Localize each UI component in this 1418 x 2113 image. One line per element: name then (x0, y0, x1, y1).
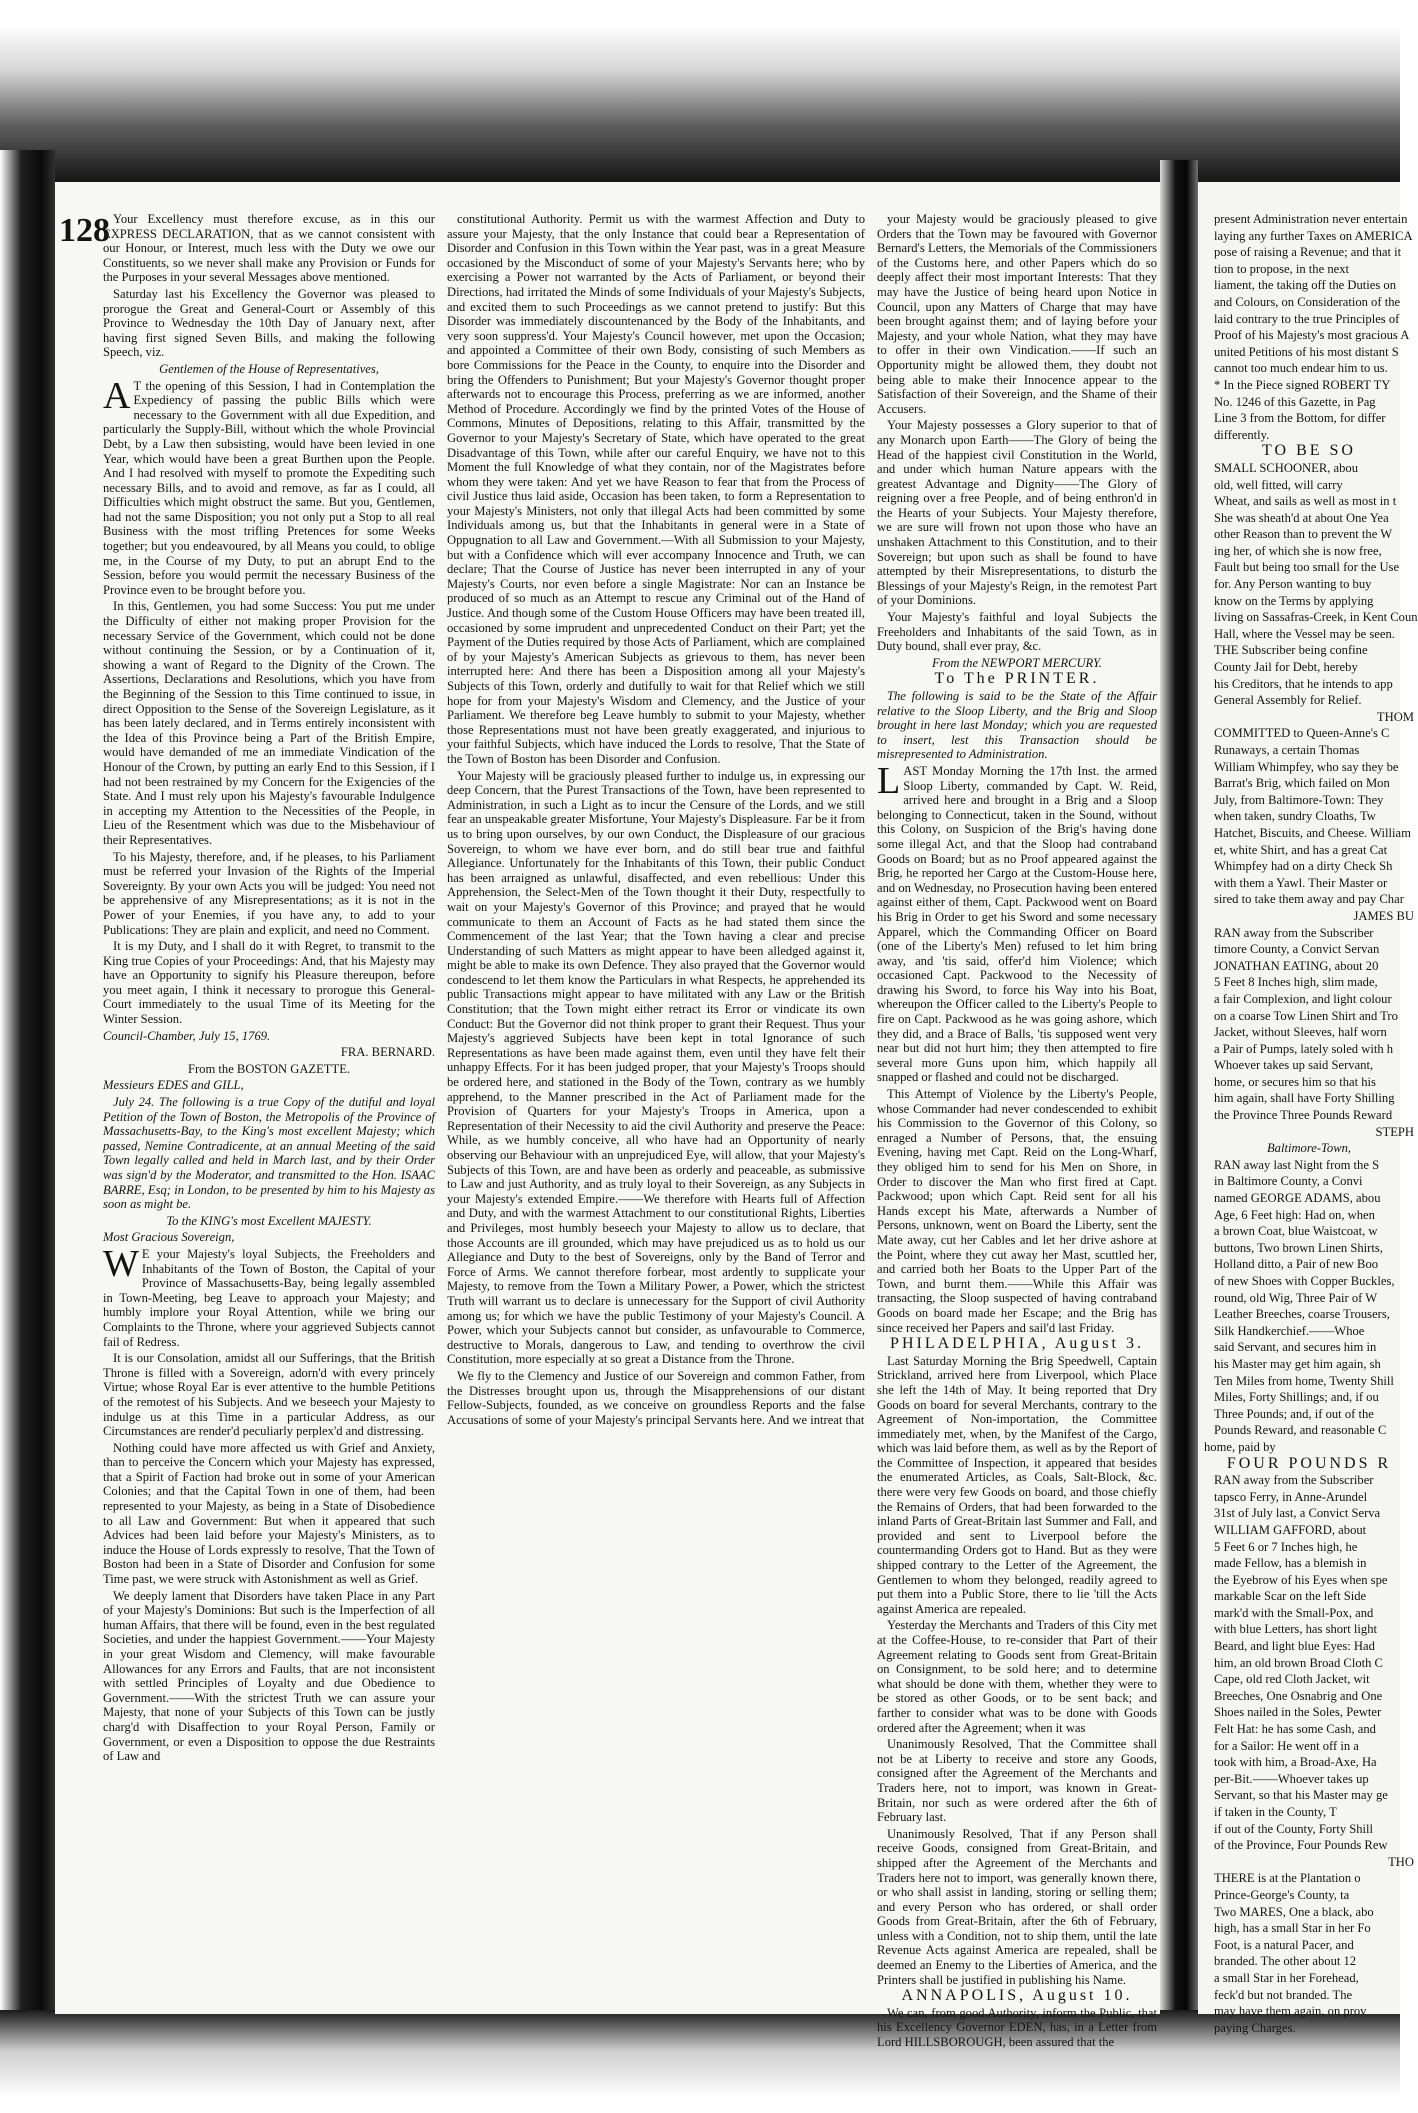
paragraph: 5 Feet 8 Inches high, slim made, (1214, 975, 1378, 990)
paragraph: No. 1246 of this Gazette, in Pag (1214, 394, 1376, 409)
paragraph: Silk Handkerchief.——Whoe (1214, 1323, 1365, 1338)
paragraph: PHILADELPHIA, August 3. (890, 1335, 1144, 1353)
paragraph: Messieurs EDES and GILL, (103, 1078, 244, 1093)
paragraph: when taken, sundry Cloaths, Tw (1214, 809, 1376, 824)
paragraph: if taken in the County, T (1214, 1805, 1337, 1819)
paragraph: Servant, so that his Master may ge (1214, 1788, 1388, 1803)
paragraph: SMALL SCHOONER, abou (1214, 460, 1359, 475)
paragraph: him again, shall have Forty Shilling (1214, 1091, 1395, 1106)
paragraph: tion to propose, in the next (1214, 261, 1350, 276)
paragraph: Ten Miles from home, Twenty Shill (1214, 1373, 1394, 1388)
scan-left-edge (0, 150, 55, 2030)
paragraph: The following is said to be the State of the Affair relative to the Sloop Liberty, and the Brig and Sloop brought in here last Monday; which you are requested to insert, lest this Transaction should be misrepresented to Administration. (877, 689, 1157, 762)
paragraph: tapsco Ferry, in Anne-Arundel (1214, 1489, 1368, 1504)
paragraph: From the NEWPORT MERCURY. (931, 655, 1103, 670)
paragraph: WILLIAM GAFFORD, about (1214, 1522, 1367, 1537)
paragraph: Wheat, and sails as well as most in t (1214, 494, 1397, 509)
paragraph: Felt Hat: he has some Cash, and (1214, 1722, 1376, 1737)
column-2 (447, 212, 865, 2002)
paragraph: Hall, where the Vessel may be seen. (1214, 626, 1395, 641)
paragraph: Leather Breeches, coarse Trousers, (1214, 1307, 1390, 1322)
paragraph: Unanimously Resolved, That the Committee shall not be at Liberty to receive and store any Goods, consigned after the Agreement of the Merchants and Traders here, not to import, was known in Great-Britain, nor such as were ordered after the 6th of February last. (877, 1737, 1157, 1825)
paragraph: Barrat's Brig, which failed on Mon (1214, 776, 1390, 791)
paragraph: united Petitions of his most distant S (1214, 344, 1399, 359)
paragraph: your Majesty would be graciously pleased to give Orders that the Town may be favoured with Governor Bernard's Letters, the Memorials of the Commissioners of the Customs here, and other Papers which do so deeply affect their most important Interests: That they may have the Justice of being heard upon Notice in Council, upon any Matters of Charge that may have been brought against them; and of laying before your Majesty, and your whole Nation, what they may have to offer in their own Vindication.——If such an Opportunity might be allowed them, they doubt not being able to make their Innocence appear to the Satisfaction of their Sovereign, and the Shame of their Accusers. (877, 212, 1157, 416)
paragraph: Two MARES, One a black, abo (1214, 1904, 1374, 1919)
paragraph: Last Saturday Morning the Brig Speedwell, Captain Strickland, arrived here from Liverpool, which Place she left the 14th of May. It being reported that Dry Goods on board for several Merchants, contrary to the Agreement of Non-importation, the Committee immediately met, when, by the Manifest of the Cargo, which was laid before them, as well as by the Report of the Committee of Inspection, it appeared that besides the enumerated Articles, as Coals, Salt-Block, &c. there were very few Goods on board, and those chiefly the Remains of Orders, that had been forwarded to the inland Parts of Great-Britain last Summer and Fall, and provided and sent to Liverpool before the countermanding Orders got to Hand. But as they were shipped contrary to the Letter of the Agreement, the Gentlemen to whom they belonged, readily agreed to put them into a Public Store, there to lie 'till the Acts against America are repealed. (877, 1353, 1157, 1616)
paragraph: ANNAPOLIS, August 10. (901, 1987, 1133, 2005)
paragraph: 5 Feet 6 or 7 Inches high, he (1214, 1539, 1358, 1554)
paragraph: Beard, and light blue Eyes: Had (1214, 1639, 1375, 1654)
paragraph: * In the Piece signed ROBERT TY (1214, 377, 1391, 392)
paragraph: RAN away from the Subscriber (1214, 925, 1374, 940)
paragraph: paying Charges. (1214, 2020, 1296, 2035)
paragraph: COMMITTED to Queen-Anne's C (1214, 726, 1390, 741)
paragraph: sired to take them away and pay Char (1214, 892, 1404, 907)
paragraph: if out of the County, Forty Shill (1214, 1821, 1374, 1836)
paragraph: Three Pounds; and, if out of the (1214, 1406, 1374, 1421)
paragraph: a Pair of Pumps, lately soled with h (1214, 1041, 1394, 1056)
paragraph: To The PRINTER. (934, 670, 1100, 688)
paragraph: with blue Letters, has short light (1214, 1622, 1377, 1637)
paragraph: laid contrary to the true Principles of (1214, 311, 1400, 326)
paragraph: of the Province, Four Pounds Rew (1214, 1838, 1388, 1853)
paragraph: home, paid by (1204, 1439, 1276, 1454)
paragraph: markable Scar on the left Side (1214, 1589, 1367, 1604)
scan-bottom-band (0, 2010, 1400, 2113)
paragraph: on a coarse Tow Linen Shirt and Tro (1214, 1008, 1398, 1023)
paragraph: a brown Coat, blue Waistcoat, w (1214, 1224, 1378, 1239)
paragraph: home, or secures him so that his (1214, 1074, 1376, 1089)
paragraph: General Assembly for Relief. (1214, 693, 1362, 708)
paragraph: him, an old brown Broad Cloth C (1214, 1655, 1383, 1670)
paragraph: This Attempt of Violence by the Liberty's People, whose Commander had never condescended to exhibit his Commission to the Governor of this Colony, so enraged a Number of Persons, that, the ensuing Evening, having met Capt. Reid on the Long-Wharf, they obliged him to send for his Men on Shore, in Order to discover the Man who first fired at Capt. Packwood; upon which Capt. Reid sent for all his Hands except his Mate, afterwards a Number of Persons, unknown, went on Board the Liberty, sent the Mate away, cut her Cables and let her drive ashore at the Point, where they cut away her Mast, scuttled her, and carried both her Boats to the Upper Part of the Town, and burnt them.——While this Affair was transacting, the Sloop suspected of having contraband Goods on board made her Escape; and the Brig has since received her Papers and sail'd last Friday. (877, 1087, 1157, 1335)
paragraph: July, from Baltimore-Town: They (1214, 792, 1384, 807)
paragraph: RAN away last Night from the S (1214, 1157, 1380, 1172)
paragraph: THOM (1376, 709, 1414, 724)
paragraph: ing her, of which she is now free, (1214, 543, 1382, 558)
paragraph: We fly to the Clemency and Justice of our Sovereign and common Father, from the Distresses brought upon us, through the Misapprehensions of our distant Fellow-Subjects, founded, as we conceive on groundless Reports and the false Accusations of some of your Majesty's principal Servants here. And we intreat that (447, 1368, 865, 1427)
paragraph: Pounds Reward, and reasonable C (1214, 1423, 1387, 1438)
paragraph: Miles, Forty Shillings; and, if ou (1214, 1390, 1379, 1405)
drop-cap: L (877, 759, 901, 802)
paragraph: his Creditors, that he intends to app (1214, 676, 1393, 691)
paragraph: Whoever takes up said Servant, (1214, 1058, 1374, 1073)
column-4 (1204, 212, 1418, 2035)
paragraph: Your Excellency must therefore excuse, as in this our EXPRESS DECLARATION, that as we cannot consistent with our Honour, or Interest, much less with the Duty we owe our Constituents, so we never shall make any Provision or Funds for the Purposes in your several Messages above mentioned. (103, 212, 435, 285)
paragraph: Prince-George's County, ta (1214, 1887, 1350, 1902)
paragraph: et, white Shirt, and has a great Cat (1214, 842, 1388, 857)
paragraph: of new Shoes with Copper Buckles, (1214, 1274, 1395, 1288)
paragraph: TO BE SO (1262, 442, 1356, 460)
paragraph: living on Sassafras-Creek, in Kent Coun (1214, 610, 1418, 625)
paragraph: Your Majesty possesses a Glory superior to that of any Monarch upon Earth——The Glory of being the Head of the happiest civil Constitution in the World, and under which human Nature appears with the greatest Advantage and Dignity——The Glory of reigning over a free People, and of being enthron'd in the Hearts of your Subjects. Your Majesty therefore, we are sure will frown not upon those who have an unshaken Attachment to this Constitution, and to their Sovereign; but upon such as shall be found to have attempted by their Misrepresentations, to disturb the Blessings of your Majesty's Reign, in the remotest Part of your Dominions. (877, 418, 1157, 608)
paragraph: Cape, old red Cloth Jacket, wit (1214, 1672, 1370, 1687)
paragraph: Hatchet, Biscuits, and Cheese. William (1214, 825, 1411, 840)
paragraph: William Whimpfey, who say they be (1214, 759, 1399, 774)
drop-cap: W (103, 1242, 139, 1285)
paragraph: said Servant, and secures him in (1214, 1340, 1377, 1355)
paragraph: Most Gracious Sovereign, (103, 1230, 235, 1245)
paragraph: Whimpfey had on a dirty Check Sh (1214, 859, 1393, 874)
paragraph: other Reason than to prevent the W (1214, 527, 1393, 542)
paragraph: It is our Consolation, amidst all our Sufferings, that the British Throne is filled with a Sovereign, adorn'd with every princely Virtue; whose Royal Ear is ever attentive to the humble Petitions of the remotest of his Subjects. And we beseech your Majesty to indulge us at this Time in a particular Address, as our Circumstances are render'd peculiarly perplex'd and distressing. (103, 1351, 435, 1439)
paragraph: and Colours, on Consideration of the (1214, 294, 1401, 309)
paragraph: high, has a small Star in her Fo (1214, 1921, 1371, 1936)
paragraph: FRA. BERNARD. (340, 1045, 435, 1060)
paragraph (877, 759, 1157, 1085)
paragraph: 31st of July last, a Convict Serva (1214, 1506, 1381, 1521)
paragraph: County Jail for Debt, hereby (1214, 660, 1358, 675)
paragraph: THERE is at the Plantation o (1214, 1871, 1361, 1886)
paragraph-text: T the opening of this Session, I had in Contemplation the Expediency of passing the public Bills which were necessary to the Government with all due Expedition, and particularly the Supply-Bill, without which the whole Provincial Debt, by a Law then subsisting, would have been levied in one Year, which would have been a great Burthen upon the People. And I had resolved with myself to promote the Expediting such necessary Bills, and to avoid and remove, as far as I could, all Difficulties which might obstruct the same. But you, Gentlemen, had not the same Disposition; you not only put a Stop to all real Business with the most trifling Pretences for some Weeks together; but you endeavoured, by all Means you could, to oblige me, in the Course of my Duty, to put an abrupt End to the Session, before you would permit the necessary Business of the Province even to be brought before you. (103, 378, 435, 597)
paragraph: Yesterday the Merchants and Traders of this City met at the Coffee-House, to re-consider that Part of their Agreement relating to Goods sent from Great-Britain on Consignment, to be sold here; and to determine what should be done with them, whether they were to be stored as other Goods, or to be sent back; and farther to consider what was to be done with Goods ordered after the Agreement; when it was (877, 1618, 1157, 1735)
paragraph: for. Any Person wanting to buy (1214, 577, 1372, 592)
column-3 (877, 212, 1157, 2050)
paragraph: his Master may get him again, sh (1214, 1356, 1381, 1371)
paragraph: In this, Gentlemen, you had some Success: You put me under the Difficulty of either not making proper Provision for the necessary Service of the Government, which could not be done without continuing the Session, or by a Continuation of it, showing a want of Regard to the Dignity of the Crown. The Assertions, Declarations and Resolutions, which you have from the Beginning of the Session to this Time continued to issue, in direct Opposition to the Sense of the Sovereign Legislature, as it has been lately declared, and in Terms entirely inconsistent with the Idea of this Province being a Part of the British Empire, would have demanded of me an immediate Vindication of the Honour of the Crown, by putting an early End to this Session, if I had not been restrained by my Concern for the Exigencies of the State. And I must rely upon his Majesty's favourable Indulgence in accepting my Attention to the Necessities of the People, in Lieu of the Resentment which was due to the Misbehaviour of their Representatives. (103, 599, 435, 847)
paragraph: pose of raising a Revenue; and that it (1214, 245, 1402, 260)
paragraph-text: E your Majesty's loyal Subjects, the Freeholders and Inhabitants of the Town of Boston, the Capital of your Province of Massachusetts-Bay, being legally assembled in Town-Meeting, beg Leave to approach your Majesty; and humbly implore your Royal Attention, while we bring our Complaints to the Throne, where your aggrieved Subjects cannot fail of Redress. (103, 1246, 435, 1349)
paragraph: Age, 6 Feet high: Had on, when (1214, 1207, 1375, 1222)
paragraph: To the KING's most Excellent MAJESTY. (166, 1213, 372, 1228)
paragraph: timore County, a Convict Servan (1214, 942, 1380, 957)
paragraph: RAN away from the Subscriber (1214, 1473, 1374, 1488)
paragraph: present Administration never entertain (1214, 212, 1408, 226)
paragraph: From the BOSTON GAZETTE. (187, 1061, 351, 1076)
paragraph: To his Majesty, therefore, and, if he pleases, to his Parliament must be referred your Invasion of the Rights of the Imperial Sovereignty. By your own Acts you will be judged: You need not be apprehensive of any Misrepresentations; as it is not in the Power of your Enemies, if you have any, to add to your Publications: They are plain and explicit, and need no Comment. (103, 849, 435, 937)
paragraph: buttons, Two brown Linen Shirts, (1214, 1240, 1383, 1255)
paragraph: branded. The other about 12 (1214, 1954, 1357, 1969)
paragraph: THE Subscriber being confine (1214, 643, 1368, 658)
paragraph: Your Majesty will be graciously pleased further to indulge us, in expressing our deep Concern, that the Purest Transactions of the Town, have been represented to Administration, in such a Light as to incur the Censure of the Lords, and we still fear an unspeakable greater Misfortune, Your Majesty's Displeasure. Far be it from us to bring upon ourselves, by our own Conduct, the Displeasure of our gracious Sovereign, to whom we have ever born, and do still bear true and faithful Allegiance. Unfortunately for the Inhabitants of this Town, their public Conduct has been arraigned as unlawful, disaffected, and even rebellious: Under this Apprehension, the Select-Men of the Town thought it their Duty, respectfully to wait on your Majesty's Governor of this Province; and prayed that he would communicate to them an Account of Facts as he had stated them since the Commencement of the last Year; that the Town having a clear and precise Understanding of such Matters as might appear to have been alledged against it, might be able to make its own Defence. They also prayed that the Governor would condescend to let them know the Particulars in what Respects, he apprehended its public Transactions might appear to have militated with any Law or the British Constitution; that the Town might either retract its Error or vindicate its own Conduct: But the Governor did not think proper to grant their Request. Thus your Majesty's aggrieved Subjects have been kept in total Ignorance of such Representations as have been made against them, even until they have felt their unhappy Effects. For it has been judged proper, that your Majesty's Troops should be ordered here, and stationed in the Body of the Town, contrary as we humbly apprehend, to the Manner prescribed in the Act of Parliament made for the Provision of Quarters for your Majesty's Troops in America, upon a Representation of their Necessity to aid the civil Authority and preserve the Peace: While, as we humbly conceive, all who have had an Opportunity of nearly observing our Behaviour with an unprejudiced Eye, will allow, that your Majesty's Subjects of this Town, are and have been as orderly and peaceable, as submissive to Law and just Authority, and as truly loyal to their Sovereign, as any Subjects in your Majesty's extended Empire.——We therefore with Hearts full of Affection and Duty, and with the warmest Attachment to our constitutional Rights, Liberties and Privileges, most humbly beseech your Majesty to allow us to declare, that those Accounts are ill grounded, which may have prejudiced us as to hold us our Allegiance and Duty to the best of Sovereigns, only by the Band of Terror and Force of Arms. We cannot therefore forbear, most ardently to supplicate your Majesty, to remove from the Town a Military Power, a Power, which the strictest Truth will warrant us to declare is unnecessary for the Support of civil Authority among us; for which we have the public Testimony of your Majesty's Council. A Power, which your Subjects cannot but consider, as unfavourable to Commerce, destructive to Morals, dangerous to Law, and tending to overthrow the civil Constitution, more especially at so great a Distance from the Throne. (447, 768, 865, 1367)
paragraph: Council-Chamber, July 15, 1769. (103, 1028, 271, 1043)
facing-page-fragment (1198, 182, 1418, 2035)
drop-cap: A (103, 374, 131, 417)
paragraph: We deeply lament that Disorders have taken Place in any Part of your Majesty's Dominions: But such is the Imperfection of all human Affairs, that there will be found, even in the best regulated Societies, and under the happiest Government.——Your Majesty in your great Wisdom and Clemency, will make favourable Allowances for any Errors and Faults, that are not inconsistent with settled Principles of Loyalty and due Obedience to Government.——With the strictest Truth we can assure your Majesty, that none of your Subjects of this Town can be justly charg'd with Disaffection to your Royal Person, Family or Government, or even a Disposition to oppose the due Restraints of Law and (103, 1588, 435, 1764)
paragraph: old, well fitted, will carry (1214, 477, 1343, 492)
paragraph: Nothing could have more affected us with Grief and Anxiety, than to perceive the Concern which your Majesty has expressed, that a Spirit of Faction had broke out in some of your American Colonies; and that the Capital Town in one of them, had been represented to your Majesty, as being in a State of Disobedience to all Law and Government: But when it appeared that such Advices had been laid before your Majesty's Ministers, as to induce the House of Lords expressly to resolve, That the Town of Boston had been in a State of Disorder and Confusion for some Time past, we were struck with Astonishment as well as Grief. (103, 1440, 435, 1587)
paragraph: Jacket, without Sleeves, half worn (1214, 1025, 1387, 1040)
paragraph: THO (1388, 1854, 1414, 1869)
paragraph: Saturday last his Excellency the Governor was pleased to prorogue the Great and General-Court or Assembly of this Province to Wednesday the 10th Day of January next, after having first signed Seven Bills, and making the following Speech, viz. (103, 286, 435, 360)
paragraph: FOUR POUNDS R (1226, 1454, 1392, 1472)
paragraph: cannot too much endear him to us. (1214, 361, 1388, 376)
paragraph: feck'd but not branded. The (1214, 1987, 1353, 2002)
paragraph: Runaways, a certain Thomas (1214, 743, 1360, 757)
paragraph: constitutional Authority. Permit us with the warmest Affection and Duty to assure your Majesty, that the only Instance that could bear a Representation of Disorder and Confusion in this Town within the Year past, was in a great Measure occasioned by the Misconduct of some of your Majesty's Servants here; who by exercising a Power not warranted by the Acts of Parliament, or beyond their Directions, had irritated the Minds of some Individuals of your Majesty's Subjects, and excited them to such Proceedings as we cannot pretend to justify: But this Disorder was immediately discountenanced by the Body of the Inhabitants, and very soon suppress'd. Your Majesty's Council however, met upon the Occasion; and appointed a Committee of their own Body, consisting of such Members as bore Commissions for the Peace in the County, to enquire into the Disorder and bring the Offenders to Punishment; But your Majesty's Governor thought proper afterwards not to encourage this Process, preferring as we are informed, another Method of Procedure. Accordingly we find by the printed Votes of the House of Commons, Minutes of Depositions, relating to this Affair, transmitted by the Governor to your Majesty's Secretary of State, which have operated to the great Disadvantage of this Town, while after our careful Enquiry, we have not to this Moment the full Knowledge of what they contain, nor of the Magistrates before whom they were taken: And yet we have Reason to fear that from the Process of civil Justice thus laid aside, Occasion has been taken, to form a Representation to your Majesty's Ministers, not only that illegal Acts had been committed by some Individuals among us, but that the Inhabitants in general were in a State of Oppugnation to all Law and Government.—With all Submission to your Majesty, but with a Confidence which will ever accompany Innocence and Truth, we can declare; That the Course of Justice has never been interrupted in any of your Majesty's Courts, nor even before a single Magistrate: Nor can an Instance be produced of so much as an Attempt to rescue any Criminal out of the Hand of Justice. And though some of the Custom House Officers may have been treated ill, occasioned by some imprudent and unprecedented Conduct on their Part; yet the Payment of the Duties required by those Acts of Parliament, which are complained of by your Majesty's American Subjects as grievous to them, has never been interrupted here: And there has been a Disposition among all your Majesty's Subjects of this Town, orderly and dutifully to wait for that Relief which we still hope for from your Majesty's Wisdom and Clemency, and the Justice of your Parliament. We therefore beg Leave humbly to submit to your Majesty, whether those Representations must not have been greatly exaggerated, and injurious to your faithful Subjects, which have induced the Lords to resolve, That the State of the Town of Boston has been Disorder and Confusion. (447, 212, 865, 766)
paragraph: We can, from good Authority, inform the Public, that his Excellency Governor EDEN, has, in a Letter from Lord HILLSBOROUGH, been assured that the (877, 2005, 1157, 2050)
paragraph: for a Sailor: He went off in a (1214, 1738, 1359, 1753)
paragraph: Breeches, One Osnabrig and One (1214, 1688, 1383, 1703)
paragraph: may have them again, on prov (1214, 2004, 1367, 2019)
paragraph: named GEORGE ADAMS, abou (1214, 1191, 1381, 1206)
paragraph: made Fellow, has a blemish in (1214, 1556, 1367, 1571)
paragraph: per-Bit.——Whoever takes up (1214, 1771, 1369, 1786)
paragraph: Baltimore-Town, (1266, 1141, 1352, 1156)
paragraph: Line 3 from the Bottom, for differ (1214, 411, 1386, 426)
paragraph (103, 374, 435, 598)
paragraph: July 24. The following is a true Copy of the dutiful and loyal Petition of the Town of Boston, the Metropolis of the Province of Massachusetts-Bay, to the King's most excellent Majesty; which passed, Nemine Contradicente, at an annual Meeting of the said Town legally called and held in March last, and by their Order was sign'd by the Moderator, and transmitted to the Hon. ISAAC BARRE, Esq; in London, to be presented by him to his Majesty as soon as might be. (103, 1095, 435, 1212)
paragraph: JAMES BU (1353, 908, 1414, 923)
paragraph: Proof of his Majesty's most gracious A (1214, 328, 1410, 343)
paragraph: JONATHAN EATING, about 20 (1214, 958, 1379, 973)
paragraph: Shoes nailed in the Soles, Pewter (1214, 1705, 1382, 1720)
paragraph-text: AST Monday Morning the 17th Inst. the armed Sloop Liberty, commanded by Capt. W. Reid, arrived here and brought in a Brig and a Sloop belonging to Connecticut, taken in the Sound, without this Colony, on Suspicion of the Brig's having done some illegal Act, and that the Sloop had contraband Goods on Board; but as no Proof appeared against the Brig, he reported her Cargo at the Custom-House here, and on Wednesday, no Prosecution having been entered against either of them, Capt. Packwood went on Board his Brig in Order to get his Sword and some necessary Apparel, which the Commanding Officer on Board (one of the Liberty's Men) refused to let him bring away, and 'tis said, offer'd him Violence; which occasioned Capt. Packwood to the Necessity of drawing his Sword, to force his Way into his Boat, whereupon the Officer called to the Liberty's People to fire on Capt. Packwood as he was going ashore, which they did, and a Brace of Balls, 'tis supposed went very near but did not hurt him; they then attempted to fire several more Guns upon him, which happily all snapped or flashed and could not be discharged. (877, 763, 1157, 1085)
paragraph: Unanimously Resolved, That if any Person shall receive Goods, consigned from Great-Britain, and shipped after the Agreement of the Merchants and Traders here not to import, was generally known there, or who shall assist in landing, storing or selling them; and every Person who has ordered, or shall order Goods from Great-Britain, after the 6th of February, unless with a Condition, not to ship them, until the late Revenue Acts against America are repealed, shall be deemed an Enemy to the Liberties of America, and the Printers shall be justified in publishing his Name. (877, 1826, 1157, 1987)
paragraph: round, old Wig, Three Pair of W (1214, 1290, 1378, 1305)
paragraph: in Baltimore County, a Convi (1214, 1174, 1363, 1189)
paragraph: STEPH (1375, 1124, 1414, 1139)
book-gutter (1160, 160, 1198, 2015)
paragraph: She was sheath'd at about One Yea (1214, 510, 1389, 525)
paragraph: a small Star in her Forehead, (1214, 1970, 1359, 1985)
paragraph: liament, the taking off the Duties on (1214, 278, 1396, 293)
paragraph (103, 1242, 435, 1349)
paragraph: laying any further Taxes on AMERICA (1214, 228, 1413, 243)
newspaper-page (55, 182, 1160, 2050)
paragraph: differently. (1214, 427, 1270, 442)
paragraph: with them a Yawl. Their Master or (1214, 875, 1388, 890)
paragraph: Foot, is a natural Pacer, and (1214, 1937, 1354, 1952)
paragraph: Fault but being too small for the Use (1214, 560, 1400, 575)
paragraph: a fair Complexion, and light colour (1214, 991, 1392, 1006)
paragraph: It is my Duty, and I shall do it with Regret, to transmit to the King true Copies of your Proceedings: And, that his Majesty may have an Opportunity to signify his Pleasure thereupon, before you meet again, I think it necessary to prorogue this General-Court immediately to the usual Time of its Meeting for the Winter Session. (103, 939, 435, 1027)
page-number: 128 (59, 212, 110, 249)
paragraph: Gentlemen of the House of Representatives, (159, 361, 379, 376)
paragraph: know on the Terms by applying (1214, 593, 1374, 608)
paragraph: Your Majesty's faithful and loyal Subjects the Freeholders and Inhabitants of the said Town, as in Duty bound, shall ever pray, &c. (877, 610, 1157, 654)
paragraph: the Eyebrow of his Eyes when spe (1214, 1572, 1388, 1587)
paragraph: mark'd with the Small-Pox, and (1214, 1605, 1374, 1620)
column-1 (103, 212, 435, 2002)
paragraph: Holland ditto, a Pair of new Boo (1214, 1257, 1379, 1272)
paragraph: took with him, a Broad-Axe, Ha (1214, 1755, 1377, 1770)
paragraph: the Province Three Pounds Reward (1214, 1108, 1393, 1123)
